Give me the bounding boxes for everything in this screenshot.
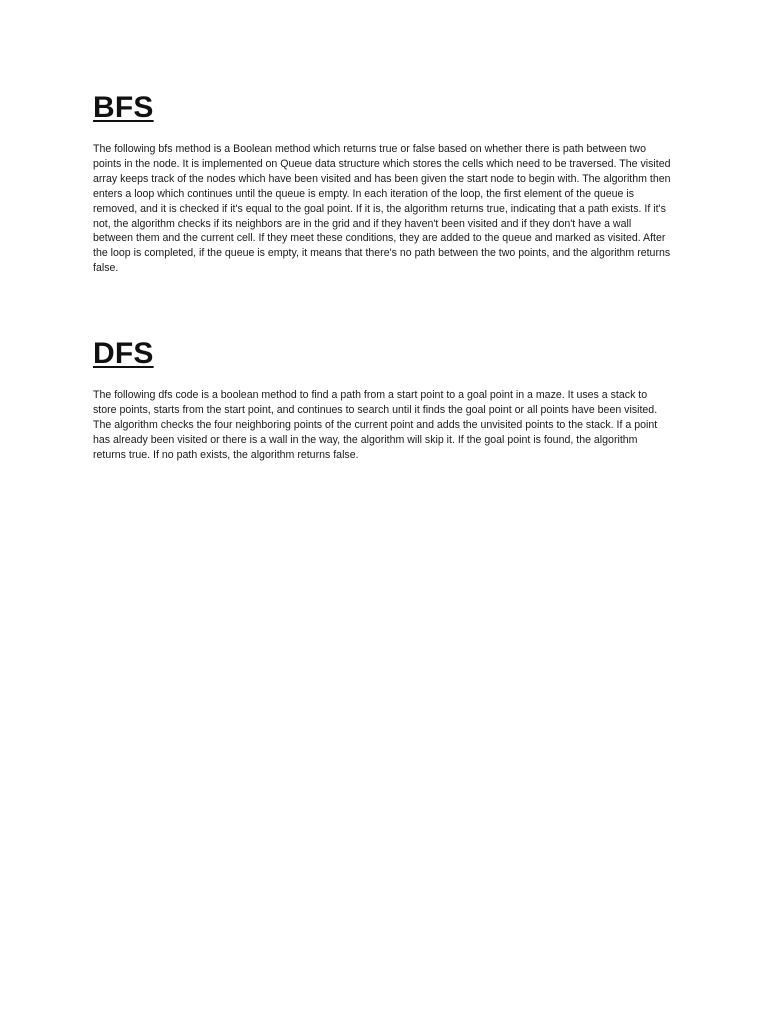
bfs-paragraph: The following bfs method is a Boolean method which returns true or false based on whether there is path between two points in the node. It is implemented on Queue data structure which stores the cells which need to be traversed. The visited array keeps track of the nodes which have been visited and has been given the start node to begin with. The algorithm then enters a loop which continues until the queue is empty. In each iteration of the loop, the first element of the queue is removed, and it is checked if it's equal to the goal point. If it is, the algorithm returns true, indicating that a path exists. If it's not, the algorithm checks if its neighbors are in the grid and if they haven't been visited and if they don't have a wall between them and the current cell. If they meet these conditions, they are added to the queue and marked as visited. After the loop is completed, if the queue is empty, it means that there's no path between the two points, and the algorithm returns false. — [93, 143, 671, 275]
dfs-paragraph: The following dfs code is a boolean method to find a path from a start point to a goal point in a maze. It uses a stack to store points, starts from the start point, and continues to search until it finds the goal point or all points have been visited. The algorithm checks the four neighboring points of the current point and adds the unvisited points to the stack. If a point has already been visited or there is a wall in the way, the algorithm will skip it. If the goal point is found, the algorithm returns true. If no path exists, the algorithm returns false. — [93, 389, 658, 461]
bfs-heading: BFS — [93, 91, 154, 124]
dfs-heading: DFS — [93, 337, 154, 370]
dfs-section — [93, 336, 673, 463]
bfs-section — [93, 90, 673, 276]
